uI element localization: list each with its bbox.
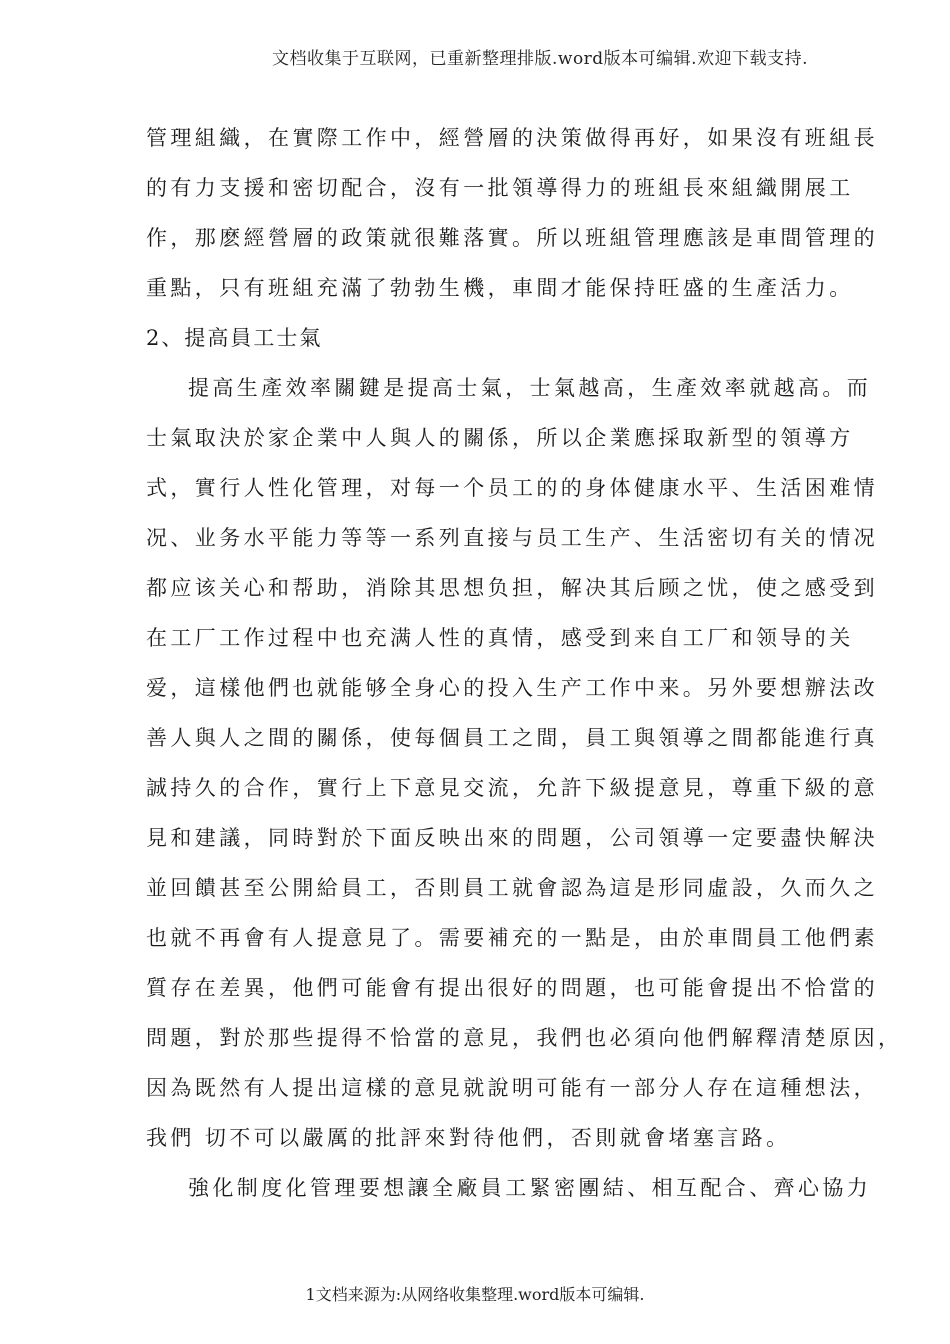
body-line-4: 重點，只有班組充滿了勃勃生機，車間才能保持旺盛的生產活力。 [146, 276, 854, 300]
body-line-3: 作，那麽經營層的政策就很難落實。所以班組管理應該是車間管理的 [146, 226, 878, 250]
page-footer: 1文档来源为:从网络收集整理.word版本可编辑. [305, 1285, 645, 1304]
page-header: 文档收集于互联网，已重新整理排版.word版本可编辑.欢迎下载支持. [271, 49, 808, 69]
body-line-15: 見和建議，同時對於下面反映出來的問題，公司領導一定要盡快解決 [146, 826, 878, 850]
body-line-16: 並回饋甚至公開給員工，否則員工就會認為這是形同虛設，久而久之 [146, 876, 878, 900]
body-line-19: 問題，對於那些提得不恰當的意見，我們也必須向他們解釋清楚原因， [146, 1026, 903, 1050]
body-line-12: 爱，這樣他們也就能够全身心的投入生产工作中来。另外要想辦法改 [146, 676, 878, 700]
body-line-22: 強化制度化管理要想讓全廠員工緊密團結、相互配合、齊心協力 [188, 1176, 872, 1200]
document-body [146, 113, 903, 1213]
section-heading: 2、提高員工士氣 [146, 326, 323, 350]
body-line-7: 士氣取決於家企業中人與人的關係，所以企業應採取新型的領導方 [146, 426, 854, 450]
body-line-6: 提高生產效率關鍵是提高士氣，士氣越高，生產效率就越高。而 [188, 376, 872, 400]
body-line-14: 誠持久的合作，實行上下意見交流，允許下級提意見，尊重下級的意 [146, 776, 878, 800]
body-line-9: 况、业务水平能力等等一系列直接与员工生产、生活密切有关的情况 [146, 526, 878, 550]
body-line-1: 管理組織，在實際工作中，經營層的決策做得再好，如果沒有班組長 [146, 126, 878, 150]
body-line-13: 善人與人之間的關係，使每個員工之間，員工與領導之間都能進行真 [146, 726, 878, 750]
body-line-10: 都应该关心和帮助，消除其思想负担，解决其后顾之忧，使之感受到 [146, 576, 878, 600]
body-line-18: 質存在差異，他們可能會有提出很好的問題，也可能會提出不恰當的 [146, 976, 878, 1000]
body-line-8: 式，實行人性化管理，对每一个员工的的身体健康水平、生活困难情 [146, 476, 878, 500]
body-line-2: 的有力支援和密切配合，沒有一批領導得力的班組長來組織開展工 [146, 176, 854, 200]
body-line-20: 因為既然有人提出這樣的意見就說明可能有一部分人存在這種想法， [146, 1076, 878, 1100]
body-line-21: 我們 切不可以嚴厲的批評來對待他們，否則就會堵塞言路。 [146, 1126, 791, 1150]
body-line-17: 也就不再會有人提意見了。需要補充的一點是，由於車間員工他們素 [146, 926, 878, 950]
body-line-11: 在工厂工作过程中也充满人性的真情，感受到来自工厂和领导的关 [146, 626, 854, 650]
